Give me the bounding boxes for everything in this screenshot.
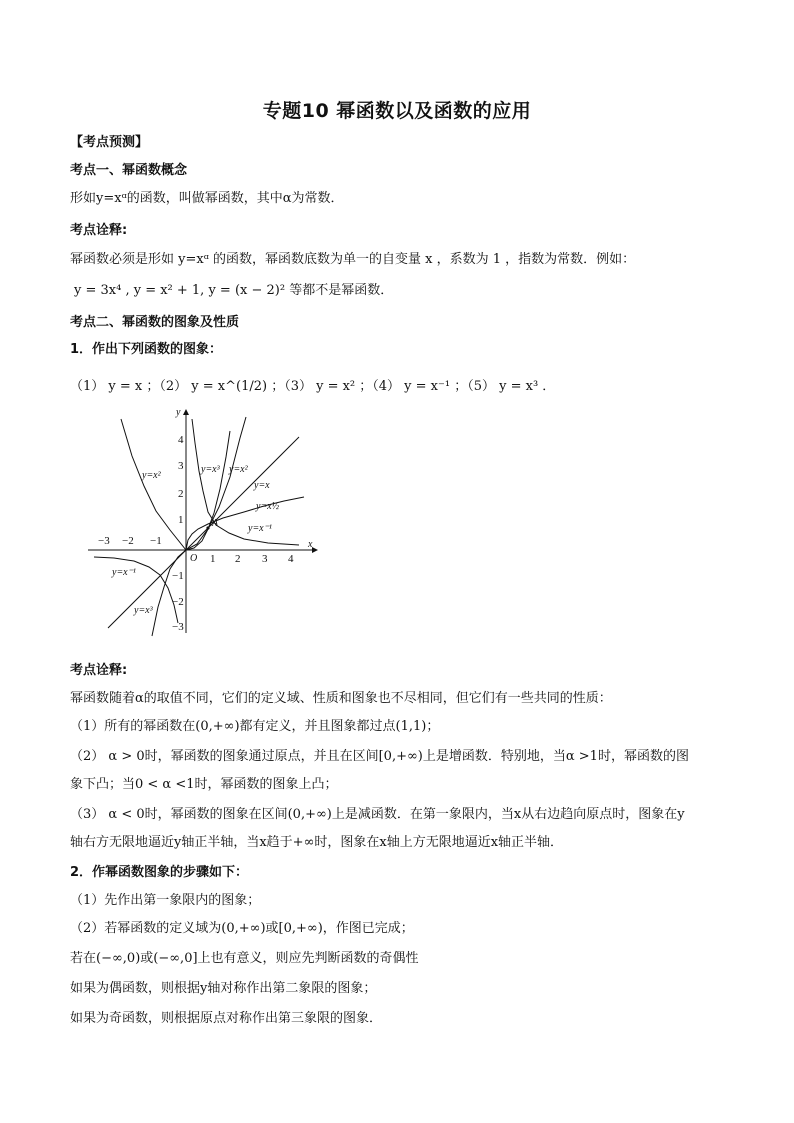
x-tick-label: −1 <box>150 535 162 547</box>
y-tick-label: −2 <box>172 596 184 608</box>
step-1: （1）先作出第一象限内的图象； <box>70 893 261 908</box>
x-tick-label: 2 <box>235 553 241 565</box>
curve-cube <box>152 431 230 636</box>
item2-heading: 2．作幂函数图象的步骤如下： <box>70 865 249 880</box>
y-tick-label: −1 <box>172 570 184 582</box>
y-axis-arrow <box>183 409 189 415</box>
power-function-graph <box>84 405 330 641</box>
section-forecast: 【考点预测】 <box>70 135 149 150</box>
functions-line: （1） y = x ；（2） y = x^(1/2) ；（3） y = x² ；（4） y = x⁻¹ ；（5） y = x³ ． <box>70 379 556 394</box>
curve-label: y=x² <box>142 470 161 481</box>
x-tick-label: 1 <box>210 553 216 565</box>
curve-label: y=x½ <box>256 501 280 512</box>
explain2-heading: 考点诠释: <box>70 663 128 678</box>
curve-square <box>121 417 246 550</box>
x-axis-name: x <box>308 539 313 550</box>
curve-label: y=x⁻¹ <box>112 567 136 578</box>
y-tick-label: 1 <box>178 514 184 526</box>
y-tick-label: 2 <box>178 488 184 500</box>
property-2-line1: （2） α > 0时，幂函数的图象通过原点，并且在区间[0,+∞)上是增函数．特别地，当α >1时，幂函数的图 <box>70 749 689 764</box>
property-2-line2: 象下凸；当0 < α <1时，幂函数的图象上凸； <box>70 777 338 792</box>
x-tick-label: 3 <box>262 553 268 565</box>
point-a-label: A <box>212 518 219 529</box>
y-axis-name: y <box>176 407 181 418</box>
point2-heading: 考点二、幂函数的图象及性质 <box>70 315 240 330</box>
curve-label: y=x³ <box>134 605 153 616</box>
property-3-line1: （3） α < 0时，幂函数的图象在区间(0,+∞)上是减函数．在第一象限内，当x从右边趋向原点时，图象在y <box>70 807 685 822</box>
property-3-line2: 轴右方无限地逼近y轴正半轴，当x趋于+∞时，图象在x轴上方无限地逼近x轴正半轴． <box>70 835 564 850</box>
item1-heading: 1．作出下列函数的图象： <box>70 342 223 357</box>
y-tick-label: 3 <box>178 460 184 472</box>
point1-heading: 考点一、幂函数概念 <box>70 163 188 178</box>
graph-svg <box>84 405 330 641</box>
step-4: 如果为偶函数，则根据y轴对称作出第二象限的图象； <box>70 981 377 996</box>
curve-reciprocal-right <box>192 419 299 545</box>
point1-definition: 形如y=xᵅ的函数，叫做幂函数，其中α为常数． <box>70 191 344 206</box>
x-axis-arrow <box>312 547 318 553</box>
curve-label: y=x <box>254 480 270 491</box>
curve-sqrt <box>186 497 304 550</box>
property-1: （1）所有的幂函数在(0,+∞)都有定义，并且图象都过点(1,1)； <box>70 719 440 734</box>
explain1-line2: y = 3x⁴ , y = x² + 1, y = (x − 2)² 等都不是幂函数． <box>74 283 394 298</box>
origin-label: O <box>190 553 198 564</box>
explain1-line1: 幂函数必须是形如 y=xᵅ 的函数，幂函数底数为单一的自变量 x ，系数为 1 ，指数为常数．例如： <box>70 252 636 267</box>
x-tick-label: 4 <box>288 553 294 565</box>
y-tick-label: 4 <box>178 434 184 446</box>
step-2: （2）若幂函数的定义域为(0,+∞)或[0,+∞)，作图已完成； <box>70 921 414 936</box>
curve-label: y=x² <box>229 464 248 475</box>
explain1-heading: 考点诠释: <box>70 223 128 238</box>
explain2-intro: 幂函数随着α的取值不同，它们的定义域、性质和图象也不尽相同，但它们有一些共同的性质： <box>70 691 612 706</box>
curve-label: y=x³ <box>201 464 220 475</box>
x-tick-label: −2 <box>122 535 134 547</box>
y-tick-label: −3 <box>172 621 184 633</box>
page-title: 专题10 幂函数以及函数的应用 <box>262 100 532 122</box>
x-tick-label: −3 <box>98 535 110 547</box>
curve-label: y=x⁻¹ <box>248 523 272 534</box>
step-5: 如果为奇函数，则根据原点对称作出第三象限的图象． <box>70 1011 383 1026</box>
step-3: 若在(−∞,0)或(−∞,0]上也有意义，则应先判断函数的奇偶性 <box>70 951 419 966</box>
point-a-marker <box>206 526 209 529</box>
